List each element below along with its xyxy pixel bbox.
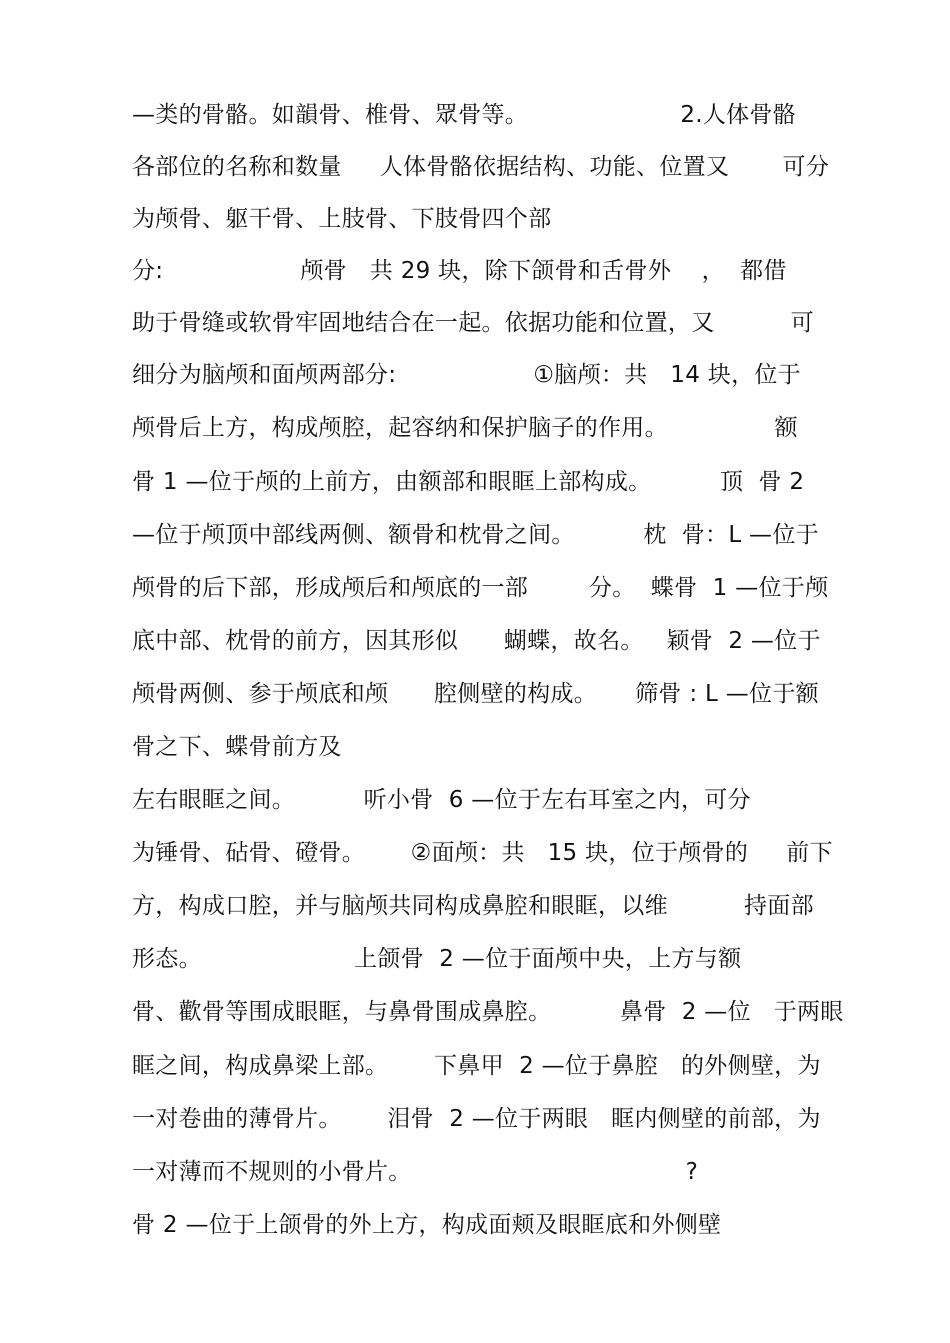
- text-line: 细分为脑颅和面颅两部分: ①脑颅：共 14 块，位于: [132, 362, 801, 388]
- text-line: 左右眼眶之间。 听小骨 6 —位于左右耳室之内，可分: [132, 787, 751, 813]
- text-line: 方，构成口腔，并与脑颅共同构成鼻腔和眼眶，以维 持面部: [132, 893, 814, 919]
- text-line: 为颅骨、躯干骨、上肢骨、下肢骨四个部: [132, 206, 552, 232]
- text-line: —位于颅顶中部线两侧、额骨和枕骨之间。 枕 骨：L —位于: [132, 522, 819, 548]
- text-line: 颅骨的后下部，形成颅后和颅底的一部 分。 蝶骨 1 —位于颅: [132, 575, 829, 601]
- text-line: 颅骨两侧、参于颅底和颅 腔侧壁的构成。 筛骨 : L —位于额: [132, 681, 819, 707]
- text-line: 分: 颅骨 共 29 块，除下颌骨和舌骨外 ， 都借: [132, 258, 787, 284]
- text-line: 骨 2 —位于上颌骨的外上方，构成面颊及眼眶底和外侧壁: [132, 1212, 722, 1238]
- text-line: —类的骨骼。如韻骨、椎骨、眾骨等。 2.人体骨骼: [132, 102, 797, 128]
- text-line: 为锤骨、砧骨、磴骨。 ②面颅：共 15 块，位于颅骨的 前下: [132, 840, 833, 866]
- text-line: 一对薄而不规则的小骨片。 ?: [132, 1159, 699, 1185]
- text-line: 一对卷曲的薄骨片。 泪骨 2 —位于两眼 眶内侧壁的前部，为: [132, 1106, 821, 1132]
- text-line: 骨、歡骨等围成眼眶，与鼻骨围成鼻腔。 鼻骨 2 —位 于两眼: [132, 999, 844, 1025]
- text-line: 各部位的名称和数量 人体骨骼依据结构、功能、位置又 可分: [132, 154, 830, 180]
- text-line: 颅骨后上方，构成颅腔，起容纳和保护脑子的作用。 额: [132, 415, 798, 441]
- text-line: 眶之间，构成鼻梁上部。 下鼻甲 2 —位于鼻腔 的外侧壁，为: [132, 1053, 821, 1079]
- text-line: 底中部、枕骨的前方，因其形似 蝴蝶，故名。 颖骨 2 —位于: [132, 628, 821, 654]
- text-line: 骨之下、蝶骨前方及: [132, 734, 342, 760]
- text-line: 助于骨缝或软骨牢固地结合在一起。依据功能和位置，又 可: [132, 310, 814, 336]
- text-line: 形态。 上颌骨 2 —位于面颅中央，上方与额: [132, 946, 742, 972]
- text-line: 骨 1 —位于颅的上前方，由额部和眼眶上部构成。 顶 骨 2: [132, 469, 805, 495]
